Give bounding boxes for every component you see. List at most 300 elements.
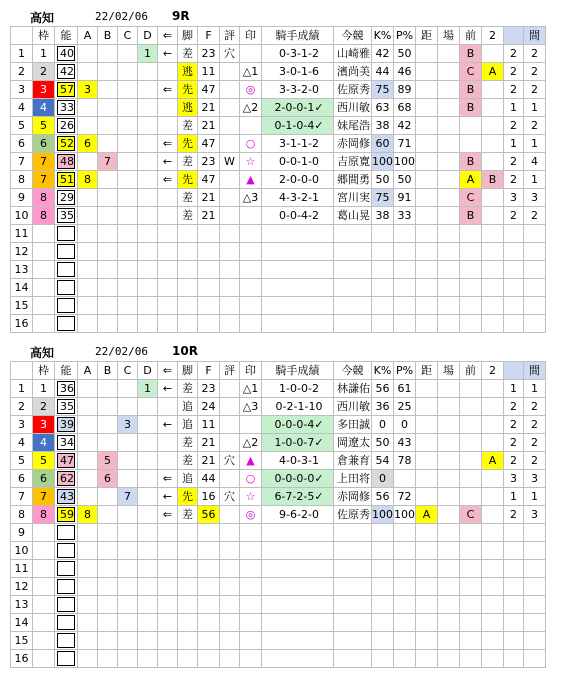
horse-number: 14 <box>11 614 33 632</box>
ability-cell <box>55 488 78 506</box>
empty-cell <box>372 632 394 650</box>
course-cell <box>438 45 460 63</box>
empty-cell <box>118 578 138 596</box>
running-style-cell: 先 <box>178 488 198 506</box>
course-cell <box>438 488 460 506</box>
evaluation-cell: 穴 <box>220 488 240 506</box>
empty-cell <box>438 297 460 315</box>
second-cell <box>482 153 504 171</box>
interval-1-cell: 2 <box>504 153 524 171</box>
empty-cell <box>262 315 334 333</box>
evaluation-cell: 穴 <box>220 452 240 470</box>
horse-number: 15 <box>11 297 33 315</box>
empty-cell <box>138 524 158 542</box>
distance-cell: A <box>416 506 438 524</box>
jockey-record-cell: 0-0-1-0 <box>262 153 334 171</box>
arrow-cell <box>158 99 178 117</box>
arrow-cell <box>158 189 178 207</box>
empty-cell <box>334 297 372 315</box>
empty-cell <box>394 279 416 297</box>
empty-cell <box>55 578 78 596</box>
rank-a-cell: 8 <box>78 506 98 524</box>
ability-cell <box>55 135 78 153</box>
empty-cell <box>178 261 198 279</box>
empty-cell <box>220 560 240 578</box>
k-percent-cell: 100 <box>372 153 394 171</box>
second-cell <box>482 81 504 99</box>
ability-value <box>57 262 75 277</box>
rank-c-cell <box>118 470 138 488</box>
empty-cell <box>504 578 524 596</box>
empty-row <box>11 261 546 279</box>
empty-cell <box>33 297 55 315</box>
empty-cell <box>178 225 198 243</box>
interval-2-cell: 3 <box>524 506 546 524</box>
interval-2-cell: 2 <box>524 81 546 99</box>
empty-cell <box>178 524 198 542</box>
rank-b-cell <box>98 207 118 225</box>
horse-number: 4 <box>11 434 33 452</box>
f-cell: 44 <box>198 470 220 488</box>
interval-2-cell: 2 <box>524 452 546 470</box>
empty-cell <box>78 225 98 243</box>
interval-2-cell: 2 <box>524 117 546 135</box>
column-header: 場 <box>438 27 460 45</box>
ability-cell <box>55 45 78 63</box>
interval-1-cell: 1 <box>504 99 524 117</box>
evaluation-cell: 穴 <box>220 45 240 63</box>
jockey-record-cell: 0-0-4-2 <box>262 207 334 225</box>
mark-cell <box>240 45 262 63</box>
empty-cell <box>118 632 138 650</box>
interval-2-cell: 4 <box>524 153 546 171</box>
previous-cell <box>460 117 482 135</box>
distance-cell <box>416 63 438 81</box>
empty-cell <box>118 614 138 632</box>
empty-cell <box>394 243 416 261</box>
mark-cell <box>240 416 262 434</box>
previous-cell <box>460 470 482 488</box>
rank-d-cell <box>138 506 158 524</box>
column-header: 距 <box>416 27 438 45</box>
distance-cell <box>416 470 438 488</box>
column-header: C <box>118 27 138 45</box>
ability-cell <box>55 506 78 524</box>
course-cell <box>438 117 460 135</box>
table-row <box>11 452 546 470</box>
evaluation-cell <box>220 207 240 225</box>
empty-cell <box>178 315 198 333</box>
empty-cell <box>33 279 55 297</box>
column-header: F <box>198 362 220 380</box>
k-percent-cell: 38 <box>372 117 394 135</box>
empty-row <box>11 524 546 542</box>
column-header: C <box>118 362 138 380</box>
jockey-record-cell: 1-0-0-2 <box>262 380 334 398</box>
rank-b-cell <box>98 45 118 63</box>
ability-value <box>57 280 75 295</box>
f-cell: 21 <box>198 189 220 207</box>
empty-cell <box>240 578 262 596</box>
empty-cell <box>438 261 460 279</box>
interval-2-cell: 1 <box>524 135 546 153</box>
waku-cell: 8 <box>33 506 55 524</box>
jockey-name-cell: 上田将 <box>334 470 372 488</box>
empty-cell <box>262 524 334 542</box>
empty-cell <box>118 596 138 614</box>
empty-row <box>11 542 546 560</box>
column-header <box>11 27 33 45</box>
rank-c-cell <box>118 434 138 452</box>
p-percent-cell: 72 <box>394 488 416 506</box>
rank-b-cell <box>98 171 118 189</box>
empty-cell <box>158 596 178 614</box>
p-percent-cell: 100 <box>394 153 416 171</box>
evaluation-cell <box>220 380 240 398</box>
empty-cell <box>438 614 460 632</box>
empty-cell <box>78 632 98 650</box>
waku-cell: 2 <box>33 63 55 81</box>
rank-d-cell <box>138 99 158 117</box>
k-percent-cell: 50 <box>372 171 394 189</box>
distance-cell <box>416 416 438 434</box>
ability-value <box>57 615 75 630</box>
rank-d-cell <box>138 416 158 434</box>
empty-cell <box>98 297 118 315</box>
column-header: 間 <box>524 27 546 45</box>
p-percent-cell: 42 <box>394 117 416 135</box>
rank-d-cell <box>138 171 158 189</box>
jockey-name-cell: 郷間勇 <box>334 171 372 189</box>
horse-number: 7 <box>11 153 33 171</box>
column-header: F <box>198 27 220 45</box>
p-percent-cell: 78 <box>394 452 416 470</box>
distance-cell <box>416 380 438 398</box>
rank-c-cell <box>118 189 138 207</box>
empty-cell <box>220 596 240 614</box>
interval-2-cell: 1 <box>524 171 546 189</box>
empty-cell <box>438 542 460 560</box>
running-style-cell: 差 <box>178 153 198 171</box>
horse-number: 9 <box>11 189 33 207</box>
empty-cell <box>460 596 482 614</box>
rank-c-cell <box>118 117 138 135</box>
jockey-record-cell: 0-0-0-0✓ <box>262 470 334 488</box>
course-cell <box>438 189 460 207</box>
column-header: ⇐ <box>158 27 178 45</box>
rank-a-cell <box>78 63 98 81</box>
empty-cell <box>220 542 240 560</box>
ability-cell <box>55 81 78 99</box>
mark-cell: ☆ <box>240 488 262 506</box>
previous-cell <box>460 380 482 398</box>
ability-value: 26 <box>57 118 75 133</box>
empty-cell <box>334 243 372 261</box>
ability-cell <box>55 171 78 189</box>
empty-cell <box>55 315 78 333</box>
f-cell: 21 <box>198 117 220 135</box>
empty-cell <box>55 243 78 261</box>
empty-cell <box>460 578 482 596</box>
arrow-cell <box>158 63 178 81</box>
jockey-name-cell: 宮川実 <box>334 189 372 207</box>
ability-value: 29 <box>57 190 75 205</box>
table-row <box>11 380 546 398</box>
p-percent-cell: 68 <box>394 99 416 117</box>
empty-cell <box>460 243 482 261</box>
empty-cell <box>394 596 416 614</box>
empty-cell <box>394 524 416 542</box>
jockey-name-cell: 山崎雅 <box>334 45 372 63</box>
k-percent-cell: 60 <box>372 135 394 153</box>
p-percent-cell: 0 <box>394 416 416 434</box>
course-cell <box>438 398 460 416</box>
empty-cell <box>33 542 55 560</box>
empty-cell <box>524 542 546 560</box>
column-header: 能 <box>55 362 78 380</box>
rank-b-cell <box>98 99 118 117</box>
empty-cell <box>55 225 78 243</box>
empty-cell <box>334 614 372 632</box>
empty-cell <box>524 650 546 668</box>
rank-b-cell: 5 <box>98 452 118 470</box>
empty-cell <box>78 542 98 560</box>
rank-c-cell <box>118 99 138 117</box>
mark-cell: △1 <box>240 380 262 398</box>
interval-1-cell: 2 <box>504 171 524 189</box>
waku-cell: 3 <box>33 416 55 434</box>
horse-number: 2 <box>11 63 33 81</box>
empty-cell <box>158 225 178 243</box>
rank-c-cell <box>118 45 138 63</box>
empty-cell <box>334 315 372 333</box>
empty-cell <box>416 243 438 261</box>
empty-cell <box>438 315 460 333</box>
empty-cell <box>118 243 138 261</box>
running-style-cell: 先 <box>178 81 198 99</box>
empty-cell <box>460 315 482 333</box>
rank-a-cell <box>78 434 98 452</box>
ability-value <box>57 543 75 558</box>
waku-cell: 2 <box>33 398 55 416</box>
empty-cell <box>118 560 138 578</box>
rank-d-cell <box>138 488 158 506</box>
k-percent-cell: 38 <box>372 207 394 225</box>
header-row <box>11 27 546 45</box>
mark-cell: △3 <box>240 398 262 416</box>
running-style-cell: 先 <box>178 171 198 189</box>
jockey-name-cell: 西川敏 <box>334 398 372 416</box>
empty-cell <box>460 279 482 297</box>
empty-cell <box>78 315 98 333</box>
rank-d-cell <box>138 207 158 225</box>
p-percent-cell: 91 <box>394 189 416 207</box>
empty-cell <box>416 614 438 632</box>
running-style-cell: 逃 <box>178 99 198 117</box>
column-header: 今競 <box>334 27 372 45</box>
second-cell <box>482 45 504 63</box>
ability-cell <box>55 398 78 416</box>
empty-cell <box>372 243 394 261</box>
rank-d-cell <box>138 434 158 452</box>
interval-2-cell: 2 <box>524 207 546 225</box>
empty-cell <box>262 578 334 596</box>
empty-cell <box>460 614 482 632</box>
evaluation-cell <box>220 135 240 153</box>
empty-cell <box>220 225 240 243</box>
rank-b-cell <box>98 63 118 81</box>
waku-cell: 5 <box>33 117 55 135</box>
empty-cell <box>240 243 262 261</box>
distance-cell <box>416 488 438 506</box>
distance-cell <box>416 135 438 153</box>
ability-value: 34 <box>57 435 75 450</box>
previous-cell: C <box>460 506 482 524</box>
k-percent-cell: 42 <box>372 45 394 63</box>
p-percent-cell: 50 <box>394 45 416 63</box>
empty-cell <box>158 524 178 542</box>
ability-cell <box>55 416 78 434</box>
horse-number: 8 <box>11 506 33 524</box>
table-row <box>11 135 546 153</box>
waku-cell: 7 <box>33 171 55 189</box>
empty-cell <box>98 243 118 261</box>
interval-1-cell: 1 <box>504 488 524 506</box>
horse-number: 15 <box>11 632 33 650</box>
mark-cell: ○ <box>240 135 262 153</box>
rank-b-cell <box>98 506 118 524</box>
column-header <box>504 362 524 380</box>
rank-b-cell: 6 <box>98 470 118 488</box>
distance-cell <box>416 117 438 135</box>
p-percent-cell: 100 <box>394 506 416 524</box>
p-percent-cell: 71 <box>394 135 416 153</box>
arrow-cell <box>158 452 178 470</box>
empty-cell <box>482 243 504 261</box>
ability-cell <box>55 189 78 207</box>
empty-cell <box>394 578 416 596</box>
empty-cell <box>138 315 158 333</box>
distance-cell <box>416 171 438 189</box>
empty-row <box>11 297 546 315</box>
p-percent-cell: 61 <box>394 380 416 398</box>
race-number: 9R <box>172 9 190 23</box>
horse-number: 6 <box>11 470 33 488</box>
rank-b-cell <box>98 135 118 153</box>
horse-number: 14 <box>11 279 33 297</box>
mark-cell: ▲ <box>240 452 262 470</box>
evaluation-cell <box>220 171 240 189</box>
horse-number: 16 <box>11 650 33 668</box>
empty-row <box>11 596 546 614</box>
empty-cell <box>158 261 178 279</box>
empty-cell <box>138 243 158 261</box>
arrow-cell: ⇐ <box>158 171 178 189</box>
rank-b-cell <box>98 488 118 506</box>
k-percent-cell: 54 <box>372 452 394 470</box>
horse-number: 5 <box>11 452 33 470</box>
horse-number: 13 <box>11 596 33 614</box>
empty-cell <box>504 297 524 315</box>
distance-cell <box>416 452 438 470</box>
k-percent-cell: 75 <box>372 189 394 207</box>
empty-cell <box>262 560 334 578</box>
empty-cell <box>220 297 240 315</box>
jockey-name-cell: 妹尾浩 <box>334 117 372 135</box>
evaluation-cell <box>220 81 240 99</box>
rank-d-cell <box>138 398 158 416</box>
previous-cell <box>460 452 482 470</box>
empty-cell <box>198 650 220 668</box>
empty-cell <box>482 315 504 333</box>
empty-cell <box>372 225 394 243</box>
second-cell <box>482 398 504 416</box>
column-header: A <box>78 27 98 45</box>
k-percent-cell: 44 <box>372 63 394 81</box>
jockey-record-cell: 6-7-2-5✓ <box>262 488 334 506</box>
rank-c-cell <box>118 63 138 81</box>
running-style-cell: 追 <box>178 470 198 488</box>
empty-cell <box>482 650 504 668</box>
interval-2-cell: 1 <box>524 99 546 117</box>
jockey-name-cell: 佐原秀 <box>334 506 372 524</box>
empty-cell <box>178 578 198 596</box>
jockey-record-cell: 2-0-0-1✓ <box>262 99 334 117</box>
empty-cell <box>33 632 55 650</box>
empty-cell <box>118 279 138 297</box>
empty-cell <box>33 315 55 333</box>
empty-cell <box>78 261 98 279</box>
arrow-cell: ← <box>158 416 178 434</box>
interval-2-cell: 1 <box>524 488 546 506</box>
empty-cell <box>158 578 178 596</box>
rank-b-cell <box>98 380 118 398</box>
second-cell <box>482 380 504 398</box>
empty-cell <box>416 632 438 650</box>
k-percent-cell: 56 <box>372 380 394 398</box>
empty-cell <box>78 578 98 596</box>
empty-cell <box>524 614 546 632</box>
f-cell: 23 <box>198 153 220 171</box>
running-style-cell: 差 <box>178 207 198 225</box>
second-cell <box>482 488 504 506</box>
jockey-record-cell: 3-3-2-0 <box>262 81 334 99</box>
interval-2-cell: 2 <box>524 398 546 416</box>
jockey-name-cell: 林謙佑 <box>334 380 372 398</box>
arrow-cell <box>158 434 178 452</box>
ability-value: 35 <box>57 208 75 223</box>
empty-cell <box>416 315 438 333</box>
jockey-record-cell: 3-1-1-2 <box>262 135 334 153</box>
rank-d-cell <box>138 63 158 81</box>
f-cell: 23 <box>198 380 220 398</box>
running-style-cell: 差 <box>178 506 198 524</box>
arrow-cell <box>158 117 178 135</box>
previous-cell: B <box>460 99 482 117</box>
mark-cell: ☆ <box>240 153 262 171</box>
empty-cell <box>240 524 262 542</box>
arrow-cell <box>158 207 178 225</box>
ability-value: 36 <box>57 381 75 396</box>
rank-c-cell: 3 <box>118 416 138 434</box>
f-cell: 16 <box>198 488 220 506</box>
rank-a-cell <box>78 416 98 434</box>
empty-cell <box>504 315 524 333</box>
column-header: B <box>98 362 118 380</box>
mark-cell <box>240 117 262 135</box>
column-header: 枠 <box>33 27 55 45</box>
empty-cell <box>158 243 178 261</box>
